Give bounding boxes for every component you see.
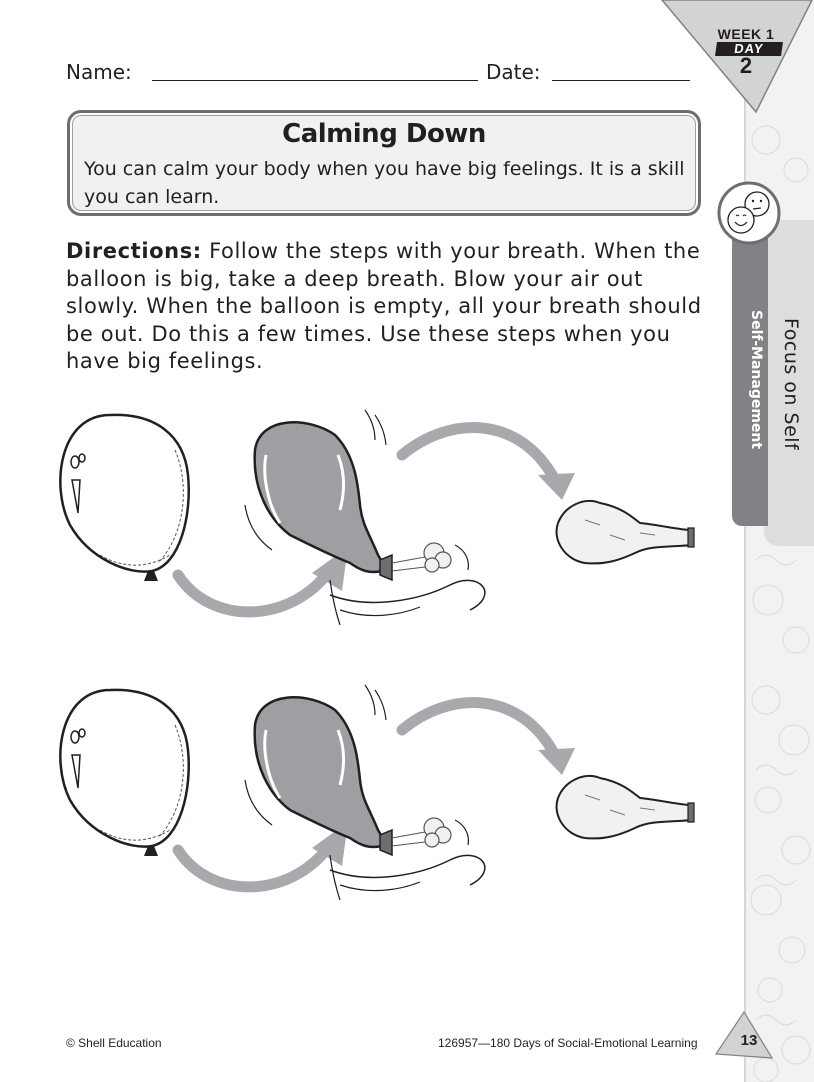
full-balloon-icon xyxy=(60,415,188,581)
breathing-steps-row-2 xyxy=(40,670,720,930)
arrow-icon xyxy=(178,822,348,887)
footer-copyright: © Shell Education xyxy=(66,1036,162,1050)
week-label: WEEK 1 xyxy=(717,26,775,42)
deflating-balloon-icon xyxy=(245,685,485,900)
page-number: 13 xyxy=(740,1032,758,1049)
date-label: Date: xyxy=(486,60,541,84)
name-field[interactable] xyxy=(152,80,478,81)
title-description: You can calm your body when you have big feelings. It is a skill you can learn. xyxy=(84,158,685,208)
page-title: Calming Down xyxy=(282,119,486,149)
deflating-balloon-icon xyxy=(245,410,485,625)
empty-balloon-icon xyxy=(557,501,694,563)
directions-text: Follow the steps with your breath. When the balloon is big, take a deep breath. Blow your air out slowly. When the balloon is empty, all your breath should be out. Do this a few times. Use these steps when you have big feelings. xyxy=(66,239,702,373)
footer-book-title: 126957—180 Days of Social-Emotional Learning xyxy=(438,1036,698,1050)
name-label: Name: xyxy=(66,60,132,84)
full-balloon-icon xyxy=(60,690,188,856)
empty-balloon-icon xyxy=(557,776,694,838)
subcategory-label: Self-Management xyxy=(748,310,764,450)
directions xyxy=(66,238,706,376)
day-number: 2 xyxy=(739,53,753,78)
arrow-icon xyxy=(178,547,348,612)
breathing-steps-row-1 xyxy=(40,395,720,655)
category-label: Focus on Self xyxy=(780,318,802,451)
smiling-faces-icon xyxy=(716,180,782,246)
day-label: DAY xyxy=(715,42,783,56)
arrow-icon xyxy=(402,703,575,775)
date-field[interactable] xyxy=(552,80,690,81)
directions-label: Directions: xyxy=(66,239,202,263)
arrow-icon xyxy=(402,428,575,500)
